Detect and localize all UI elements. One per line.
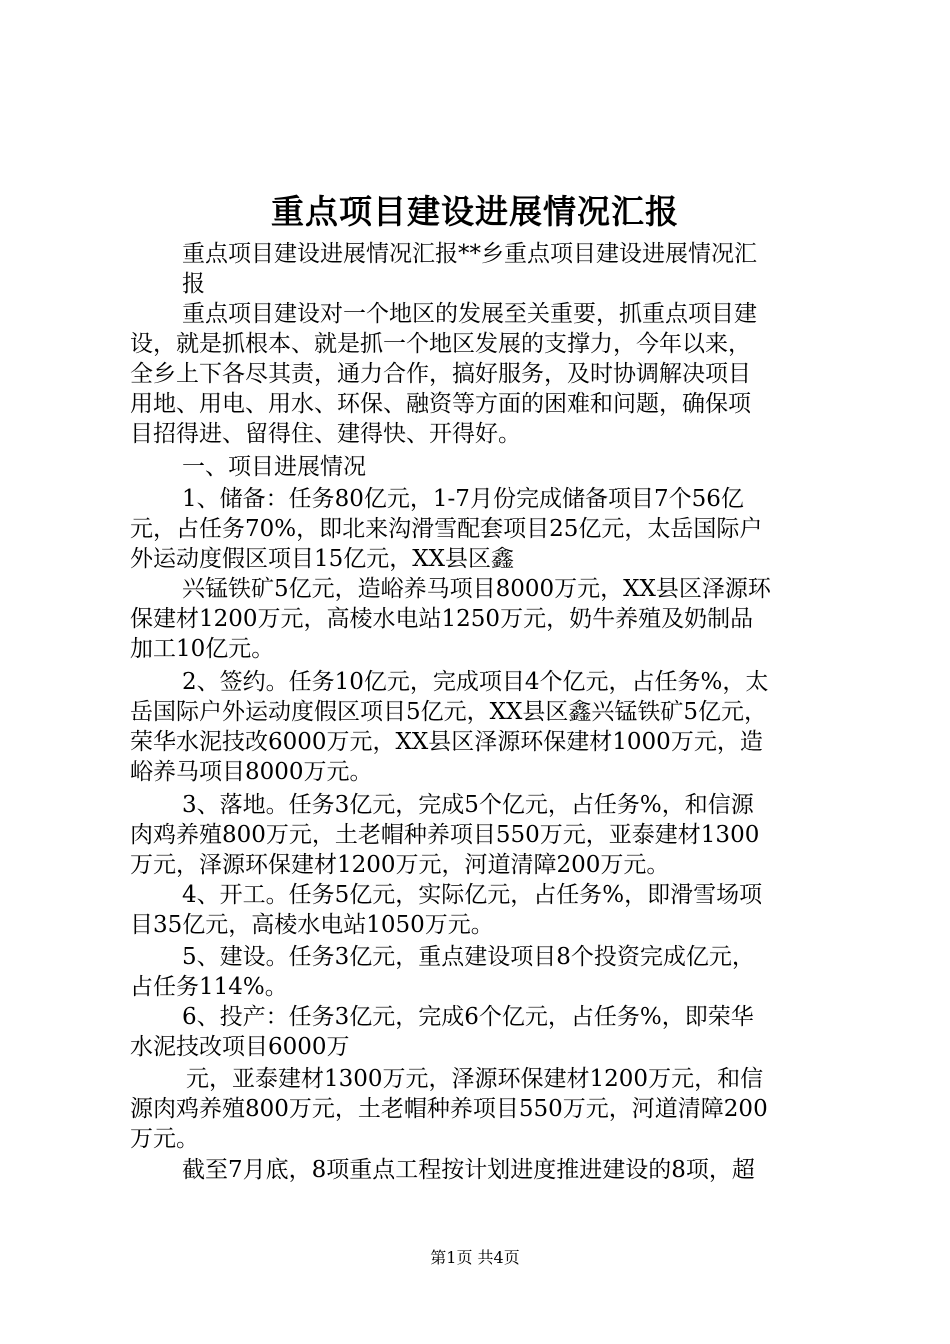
body-line: 报 <box>182 271 205 297</box>
body-line: 2、签约。任务10亿元，完成项目4个亿元，占任务%，太 <box>182 669 769 695</box>
body-line: 荣华水泥技改6000万元，XX县区泽源环保建材1000万元，造 <box>130 729 763 755</box>
body-line: 元，亚泰建材1300万元，泽源环保建材1200万元，和信 <box>186 1066 764 1092</box>
body-line: 外运动度假区项目15亿元，XX县区鑫 <box>130 546 515 572</box>
body-line: 万元，泽源环保建材1200万元，河道清障200万元。 <box>130 852 670 878</box>
body-line: 兴锰铁矿5亿元，造峪养马项目8000万元，XX县区泽源环 <box>182 576 771 602</box>
body-line: 截至7月底，8项重点工程按计划进度推进建设的8项，超 <box>182 1157 755 1183</box>
section-heading: 一、项目进展情况 <box>182 454 366 480</box>
body-line: 4、开工。任务5亿元，实际亿元，占任务%，即滑雪场项 <box>182 882 763 908</box>
body-line: 1、储备：任务80亿元，1-7月份完成储备项目7个56亿 <box>182 486 744 512</box>
body-line: 目招得进、留得住、建得快、开得好。 <box>130 421 521 447</box>
body-line: 全乡上下各尽其责，通力合作，搞好服务，及时协调解决项目 <box>130 361 751 387</box>
page-number: 第1页 共4页 <box>430 1248 520 1267</box>
body-line: 5、建设。任务3亿元，重点建设项目8个投资完成亿元， <box>182 944 755 970</box>
body-line: 占任务114%。 <box>130 974 288 1000</box>
body-line: 肉鸡养殖800万元，土老帽种养项目550万元，亚泰建材1300 <box>130 822 760 848</box>
body-line: 加工10亿元。 <box>130 636 275 662</box>
body-line: 保建材1200万元，高棱水电站1250万元，奶牛养殖及奶制品 <box>130 606 754 632</box>
body-line: 重点项目建设进展情况汇报**乡重点项目建设进展情况汇 <box>182 241 757 267</box>
body-line: 3、落地。任务3亿元，完成5个亿元，占任务%，和信源 <box>182 792 754 818</box>
body-line: 6、投产：任务3亿元，完成6个亿元，占任务%，即荣华 <box>182 1004 754 1030</box>
body-line: 元，占任务70%，即北来沟滑雪配套项目25亿元，太岳国际户 <box>130 516 763 542</box>
body-line: 水泥技改项目6000万 <box>130 1034 350 1060</box>
body-line: 重点项目建设对一个地区的发展至关重要，抓重点项目建 <box>182 301 757 327</box>
body-line: 峪养马项目8000万元。 <box>130 759 373 785</box>
body-line: 用地、用电、用水、环保、融资等方面的困难和问题，确保项 <box>130 391 751 417</box>
body-line: 岳国际户外运动度假区项目5亿元，XX县区鑫兴锰铁矿5亿元， <box>130 699 768 725</box>
body-line: 源肉鸡养殖800万元，土老帽种养项目550万元，河道清障200 <box>130 1096 768 1122</box>
body-line: 目35亿元，高棱水电站1050万元。 <box>130 912 494 938</box>
body-line: 设，就是抓根本、就是抓一个地区发展的支撑力，今年以来， <box>130 331 751 357</box>
body-line: 万元。 <box>130 1126 199 1152</box>
document-title: 重点项目建设进展情况汇报 <box>271 192 679 231</box>
